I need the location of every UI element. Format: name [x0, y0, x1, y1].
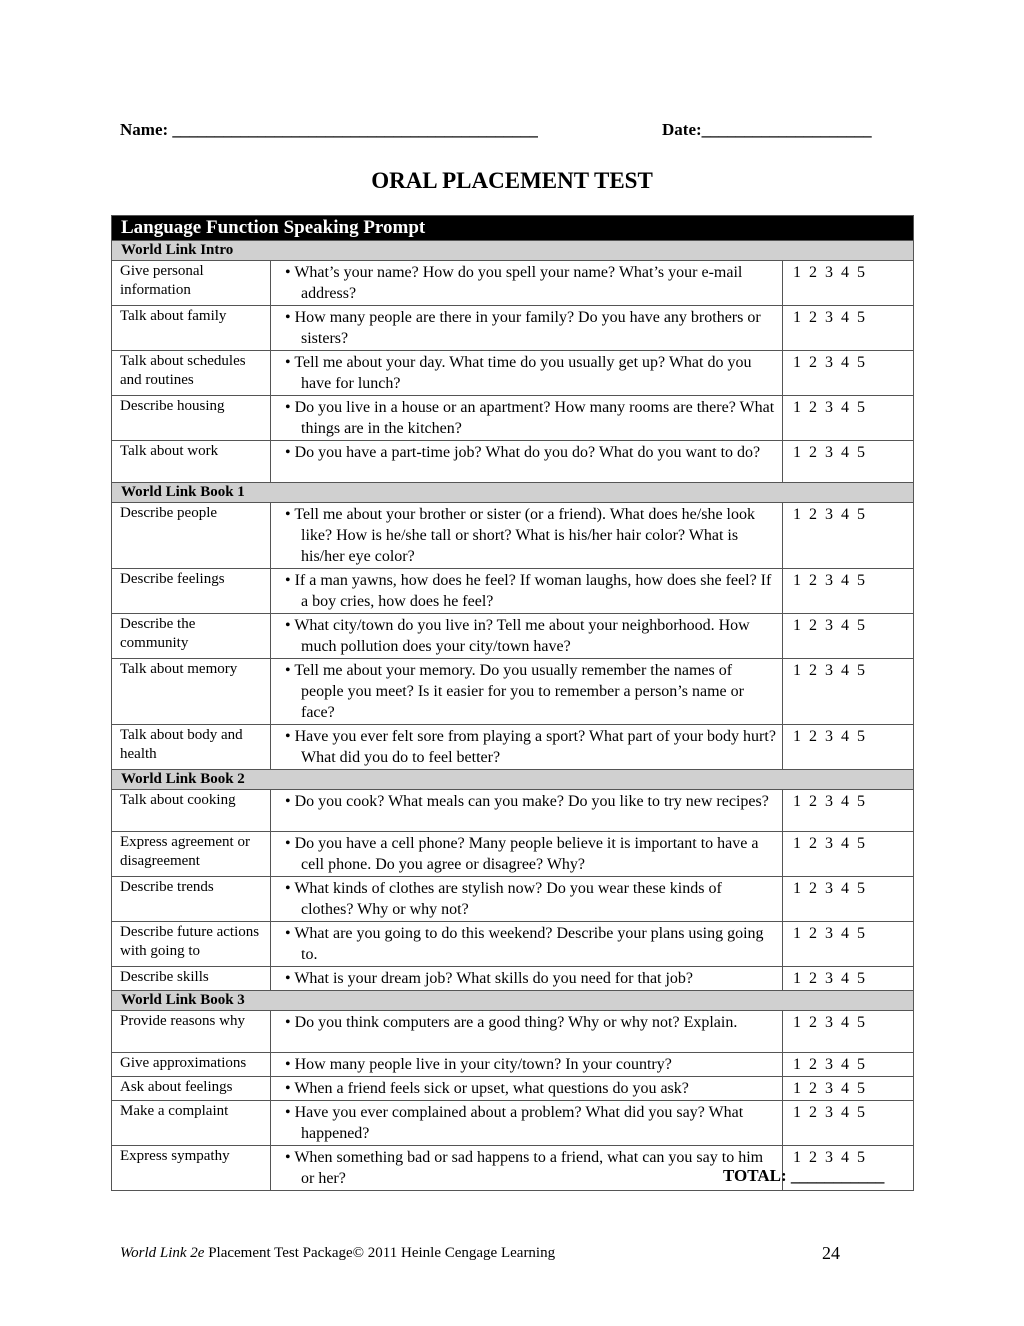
speaking-prompt-cell — [271, 351, 783, 396]
section-title: World Link Book 3 — [112, 991, 914, 1011]
language-function-cell: Describe skills — [112, 967, 271, 991]
speaking-prompt-text: • Tell me about your brother or sister (or a friend). What does he/she look like? How is he/she tall or short? What is his/her hair color? What is his/her eye color? — [285, 506, 755, 565]
speaking-prompt-text: • What is your dream job? What skills do you need for that job? — [285, 970, 694, 987]
name-field-label: Name: ___________________________________________ — [120, 120, 538, 139]
speaking-prompt-text: • Tell me about your day. What time do you usually get up? What do you have for lunch? — [285, 354, 752, 392]
language-function-cell: Describe the community — [112, 614, 271, 659]
table-row — [112, 967, 914, 991]
score-scale-cell: 1 2 3 4 5 — [783, 1077, 914, 1101]
speaking-prompt-cell — [271, 1053, 783, 1077]
speaking-prompt-text: • Do you have a part-time job? What do you do? What do you want to do? — [285, 444, 761, 461]
speaking-prompt-text: • How many people are there in your family? Do you have any brothers or sisters? — [285, 309, 761, 347]
language-function-cell: Talk about body and health — [112, 725, 271, 770]
speaking-prompt-cell — [271, 967, 783, 991]
table-row — [112, 396, 914, 441]
score-scale-cell: 1 2 3 4 5 — [783, 659, 914, 725]
table-header-row — [112, 216, 914, 241]
language-function-cell: Describe people — [112, 503, 271, 569]
speaking-prompt-cell — [271, 306, 783, 351]
score-scale-cell: 1 2 3 4 5 — [783, 790, 914, 832]
language-function-cell: Describe trends — [112, 877, 271, 922]
score-scale-cell: 1 2 3 4 5 — [783, 503, 914, 569]
speaking-prompt-text: • How many people live in your city/town? In your country? — [285, 1056, 672, 1073]
score-scale-cell: 1 2 3 4 5 — [783, 261, 914, 306]
footer-book-title: World Link 2e — [120, 1245, 205, 1261]
speaking-prompt-cell — [271, 725, 783, 770]
language-function-cell: Describe housing — [112, 396, 271, 441]
score-scale-cell: 1 2 3 4 5 — [783, 1053, 914, 1077]
score-scale-cell: 1 2 3 4 5 — [783, 832, 914, 877]
table-row — [112, 725, 914, 770]
language-function-cell: Express agreement or disagreement — [112, 832, 271, 877]
placement-test-table — [111, 215, 914, 1191]
section-row — [112, 241, 914, 261]
score-scale-cell: 1 2 3 4 5 — [783, 922, 914, 967]
speaking-prompt-cell — [271, 922, 783, 967]
language-function-cell: Give personal information — [112, 261, 271, 306]
speaking-prompt-text: • Do you cook? What meals can you make? Do you like to try new recipes? — [285, 793, 769, 810]
score-scale-cell: 1 2 3 4 5 — [783, 1146, 914, 1191]
section-row — [112, 483, 914, 503]
speaking-prompt-text: • Have you ever felt sore from playing a sport? What part of your body hurt? What did you do to feel better? — [285, 728, 776, 766]
language-function-cell: Provide reasons why — [112, 1011, 271, 1053]
table-row — [112, 790, 914, 832]
table-row — [112, 922, 914, 967]
speaking-prompt-cell — [271, 1101, 783, 1146]
speaking-prompt-text: • If a man yawns, how does he feel? If woman laughs, how does she feel? If a boy cries, how does he feel? — [285, 572, 772, 610]
speaking-prompt-text: • When something bad or sad happens to a friend, what can you say to him or her? — [285, 1149, 764, 1187]
speaking-prompt-cell — [271, 1011, 783, 1053]
language-function-cell: Give approximations — [112, 1053, 271, 1077]
speaking-prompt-cell — [271, 503, 783, 569]
language-function-cell: Describe future actions with going to — [112, 922, 271, 967]
language-function-cell: Talk about family — [112, 306, 271, 351]
score-scale-cell: 1 2 3 4 5 — [783, 569, 914, 614]
language-function-cell: Describe feelings — [112, 569, 271, 614]
language-function-cell: Express sympathy — [112, 1146, 271, 1191]
language-function-cell: Ask about feelings — [112, 1077, 271, 1101]
speaking-prompt-text: • What’s your name? How do you spell your name? What’s your e-mail address? — [285, 264, 743, 302]
speaking-prompt-cell — [271, 790, 783, 832]
section-row — [112, 770, 914, 790]
language-function-cell: Talk about schedules and routines — [112, 351, 271, 396]
date-field-label: Date:____________________ — [662, 120, 872, 139]
section-title: World Link Intro — [112, 241, 914, 261]
page-number: 24 — [822, 1243, 840, 1263]
table-row — [112, 351, 914, 396]
score-scale-cell: 1 2 3 4 5 — [783, 396, 914, 441]
language-function-cell: Talk about memory — [112, 659, 271, 725]
speaking-prompt-text: • Do you have a cell phone? Many people believe it is important to have a cell phone. Do you agree or disagree? Why? — [285, 835, 759, 873]
speaking-prompt-text: • Do you live in a house or an apartment? How many rooms are there? What things are in the kitchen? — [285, 399, 775, 437]
table-row — [112, 877, 914, 922]
header-line — [120, 120, 890, 144]
table-row — [112, 1053, 914, 1077]
table-row — [112, 659, 914, 725]
table-row — [112, 306, 914, 351]
language-function-cell: Talk about cooking — [112, 790, 271, 832]
speaking-prompt-cell — [271, 832, 783, 877]
speaking-prompt-cell — [271, 261, 783, 306]
section-row — [112, 991, 914, 1011]
speaking-prompt-cell — [271, 1077, 783, 1101]
page-title: ORAL PLACEMENT TEST — [371, 168, 653, 193]
language-function-cell: Make a complaint — [112, 1101, 271, 1146]
table-row — [112, 1011, 914, 1053]
table-row — [112, 569, 914, 614]
table-row — [112, 1077, 914, 1101]
table-row — [112, 261, 914, 306]
table-body — [112, 216, 914, 1191]
section-title: World Link Book 1 — [112, 483, 914, 503]
speaking-prompt-text: • What are you going to do this weekend? Describe your plans using going to. — [285, 925, 764, 963]
speaking-prompt-cell — [271, 659, 783, 725]
speaking-prompt-text: • Have you ever complained about a problem? What did you say? What happened? — [285, 1104, 744, 1142]
score-scale-cell: 1 2 3 4 5 — [783, 967, 914, 991]
speaking-prompt-cell — [271, 569, 783, 614]
score-scale-cell: 1 2 3 4 5 — [783, 1101, 914, 1146]
speaking-prompt-cell — [271, 1146, 783, 1191]
speaking-prompt-text: • When a friend feels sick or upset, what questions do you ask? — [285, 1080, 689, 1097]
speaking-prompt-cell — [271, 614, 783, 659]
table-row — [112, 614, 914, 659]
score-scale-cell: 1 2 3 4 5 — [783, 614, 914, 659]
speaking-prompt-text: • What kinds of clothes are stylish now? Do you wear these kinds of clothes? Why or why not? — [285, 880, 722, 918]
score-scale-cell: 1 2 3 4 5 — [783, 725, 914, 770]
score-scale-cell: 1 2 3 4 5 — [783, 306, 914, 351]
score-scale-cell: 1 2 3 4 5 — [783, 441, 914, 483]
score-scale-cell: 1 2 3 4 5 — [783, 1011, 914, 1053]
table-row — [112, 832, 914, 877]
speaking-prompt-cell — [271, 441, 783, 483]
speaking-prompt-text: • Do you think computers are a good thing? Why or why not? Explain. — [285, 1014, 738, 1031]
speaking-prompt-cell — [271, 877, 783, 922]
speaking-prompt-cell — [271, 396, 783, 441]
language-function-cell: Talk about work — [112, 441, 271, 483]
table-row — [112, 503, 914, 569]
section-title: World Link Book 2 — [112, 770, 914, 790]
column-header: Language Function Speaking Prompt — [112, 216, 914, 241]
table-row — [112, 441, 914, 483]
speaking-prompt-text: • What city/town do you live in? Tell me about your neighborhood. How much pollution does your city/town have? — [285, 617, 750, 655]
table-row — [112, 1101, 914, 1146]
total-field-label: TOTAL: ___________ — [723, 1166, 885, 1185]
footer-credit — [120, 1245, 555, 1262]
footer-credit-text: Placement Test Package© 2011 Heinle Cengage Learning — [204, 1245, 556, 1261]
speaking-prompt-text: • Tell me about your memory. Do you usually remember the names of people you meet? Is it easier for you to remember a person’s name or face? — [285, 662, 744, 721]
score-scale-cell: 1 2 3 4 5 — [783, 877, 914, 922]
score-scale-cell: 1 2 3 4 5 — [783, 351, 914, 396]
